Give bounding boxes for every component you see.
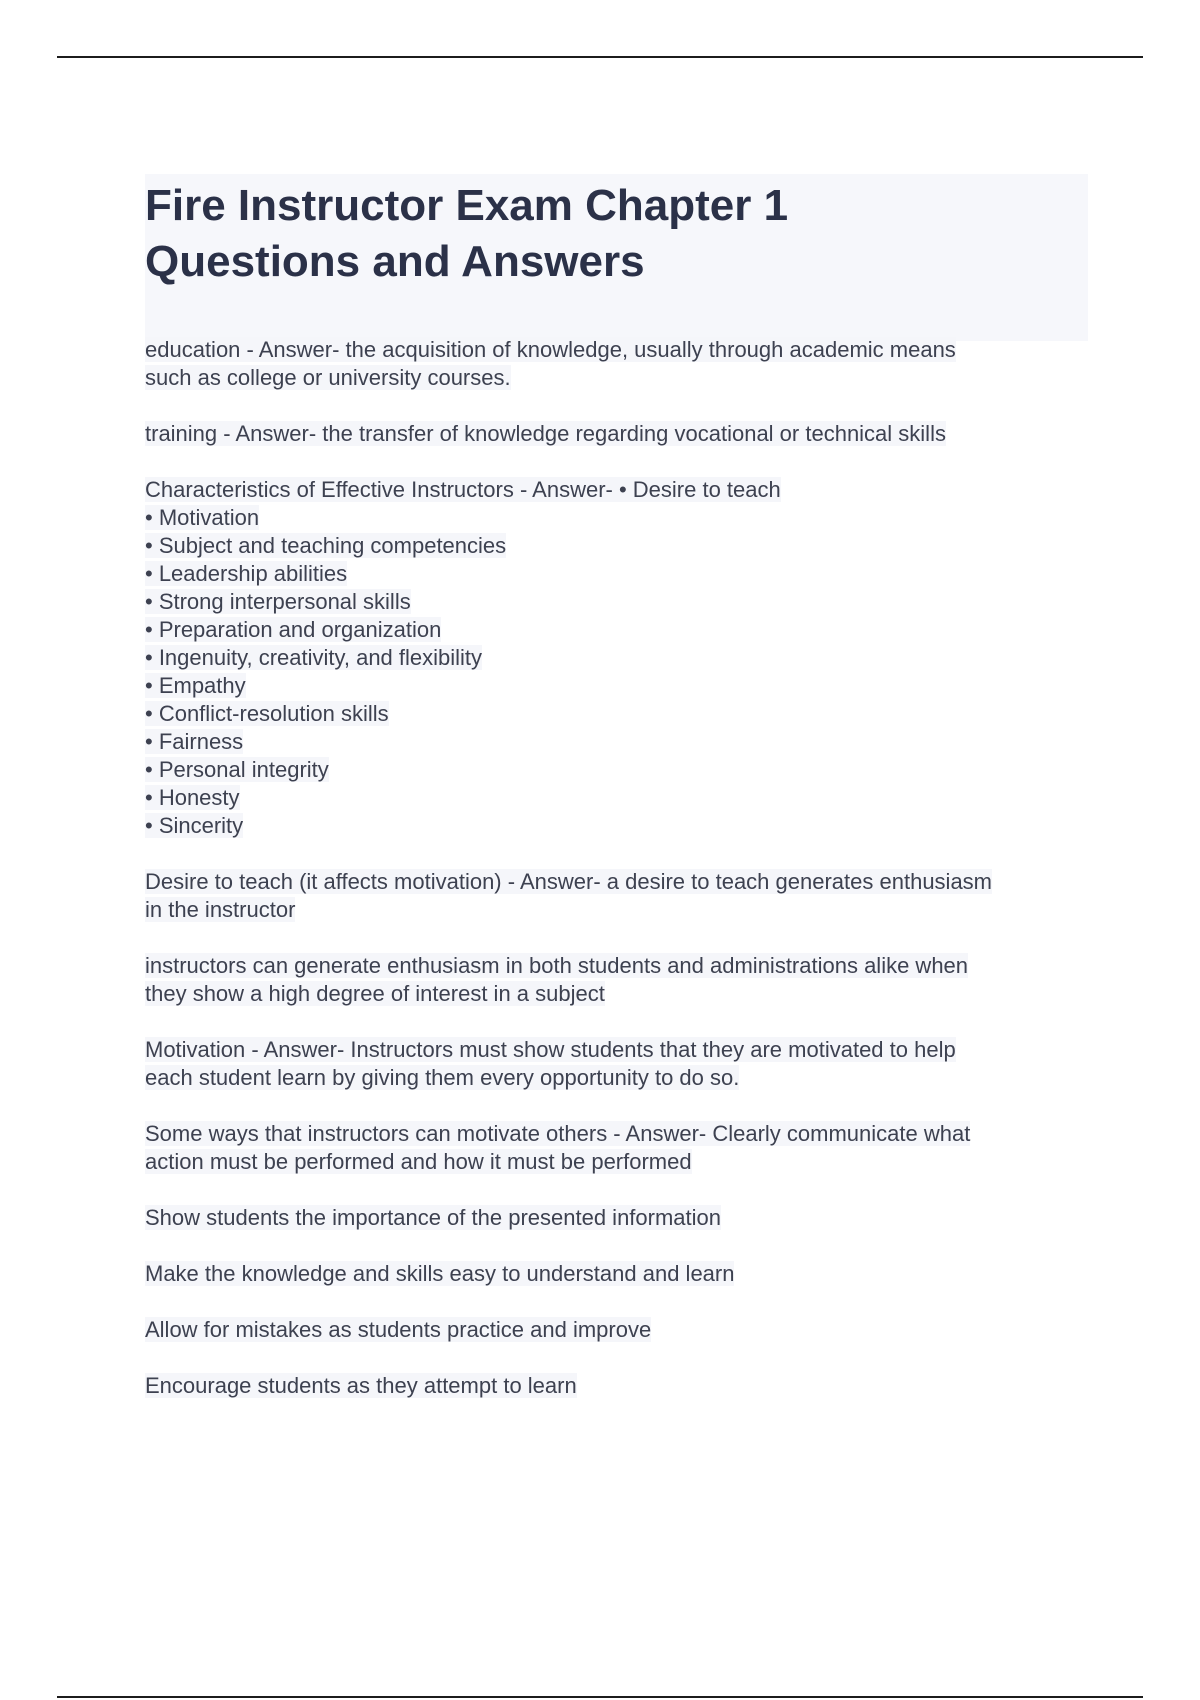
- list-item-text: • Subject and teaching competencies: [145, 533, 507, 558]
- encourage-line: Encourage students as they attempt to learn: [145, 1373, 577, 1398]
- title-line-1: Fire Instructor Exam Chapter 1: [145, 181, 789, 230]
- title-line-2: Questions and Answers: [145, 237, 645, 286]
- entry-desire-to-teach: [145, 868, 1095, 924]
- list-item-text: • Personal integrity: [145, 757, 329, 782]
- motivation-line-2: each student learn by giving them every opportunity to do so.: [145, 1065, 740, 1090]
- entry-motivation: [145, 1036, 1095, 1092]
- spacer: [145, 924, 1095, 952]
- list-item: [145, 504, 1095, 532]
- education-line-1: education - Answer- the acquisition of knowledge, usually through academic means: [145, 337, 956, 362]
- list-item: [145, 560, 1095, 588]
- spacer: [145, 1092, 1095, 1120]
- easy-line: Make the knowledge and skills easy to understand and learn: [145, 1261, 735, 1286]
- list-item-text: • Motivation: [145, 505, 260, 530]
- list-item: [145, 756, 1095, 784]
- list-item: [145, 644, 1095, 672]
- entry-training: [145, 420, 1095, 448]
- importance-line: Show students the importance of the presented information: [145, 1205, 722, 1230]
- entry-easy: [145, 1260, 1095, 1288]
- list-item: [145, 784, 1095, 812]
- desire-line-1: Desire to teach (it affects motivation) - Answer- a desire to teach generates enthusiasm: [145, 869, 992, 894]
- education-line-2: such as college or university courses.: [145, 365, 511, 390]
- entry-enthusiasm: [145, 952, 1095, 1008]
- spacer: [145, 1232, 1095, 1260]
- ways-line-2: action must be performed and how it must be performed: [145, 1149, 692, 1174]
- entry-mistakes: [145, 1316, 1095, 1344]
- bottom-rule: [57, 1696, 1143, 1698]
- characteristics-heading: Characteristics of Effective Instructors - Answer- • Desire to teach: [145, 477, 781, 502]
- spacer: [145, 1008, 1095, 1036]
- list-item-text: • Honesty: [145, 785, 240, 810]
- list-item: [145, 616, 1095, 644]
- list-item: [145, 728, 1095, 756]
- list-item-text: • Sincerity: [145, 813, 244, 838]
- entry-education: [145, 336, 1095, 392]
- spacer: [145, 1176, 1095, 1204]
- motivation-line-1: Motivation - Answer- Instructors must show students that they are motivated to help: [145, 1037, 956, 1062]
- list-item-text: • Leadership abilities: [145, 561, 348, 586]
- spacer: [145, 1288, 1095, 1316]
- spacer: [145, 448, 1095, 476]
- list-item: [145, 588, 1095, 616]
- list-item: [145, 812, 1095, 840]
- desire-line-2: in the instructor: [145, 897, 296, 922]
- entry-ways-to-motivate: [145, 1120, 1095, 1176]
- document-title: [145, 178, 1088, 290]
- title-block: [145, 174, 1088, 341]
- list-item-text: • Preparation and organization: [145, 617, 442, 642]
- list-item-text: • Conflict-resolution skills: [145, 701, 389, 726]
- list-item-text: • Fairness: [145, 729, 244, 754]
- entry-importance: [145, 1204, 1095, 1232]
- list-item-text: • Strong interpersonal skills: [145, 589, 411, 614]
- ways-line-1: Some ways that instructors can motivate others - Answer- Clearly communicate what: [145, 1121, 971, 1146]
- top-rule: [57, 56, 1143, 58]
- mistakes-line: Allow for mistakes as students practice and improve: [145, 1317, 652, 1342]
- entry-encourage: [145, 1372, 1095, 1400]
- spacer: [145, 1344, 1095, 1372]
- spacer: [145, 392, 1095, 420]
- list-item-text: • Ingenuity, creativity, and flexibility: [145, 645, 483, 670]
- document-body: [145, 336, 1095, 1400]
- training-line: training - Answer- the transfer of knowledge regarding vocational or technical skills: [145, 421, 946, 446]
- characteristics-list: [145, 504, 1095, 840]
- list-item: [145, 700, 1095, 728]
- list-item: [145, 532, 1095, 560]
- enthusiasm-line-2: they show a high degree of interest in a subject: [145, 981, 605, 1006]
- list-item: [145, 672, 1095, 700]
- entry-characteristics: [145, 476, 1095, 504]
- list-item-text: • Empathy: [145, 673, 246, 698]
- enthusiasm-line-1: instructors can generate enthusiasm in both students and administrations alike when: [145, 953, 969, 978]
- spacer: [145, 840, 1095, 868]
